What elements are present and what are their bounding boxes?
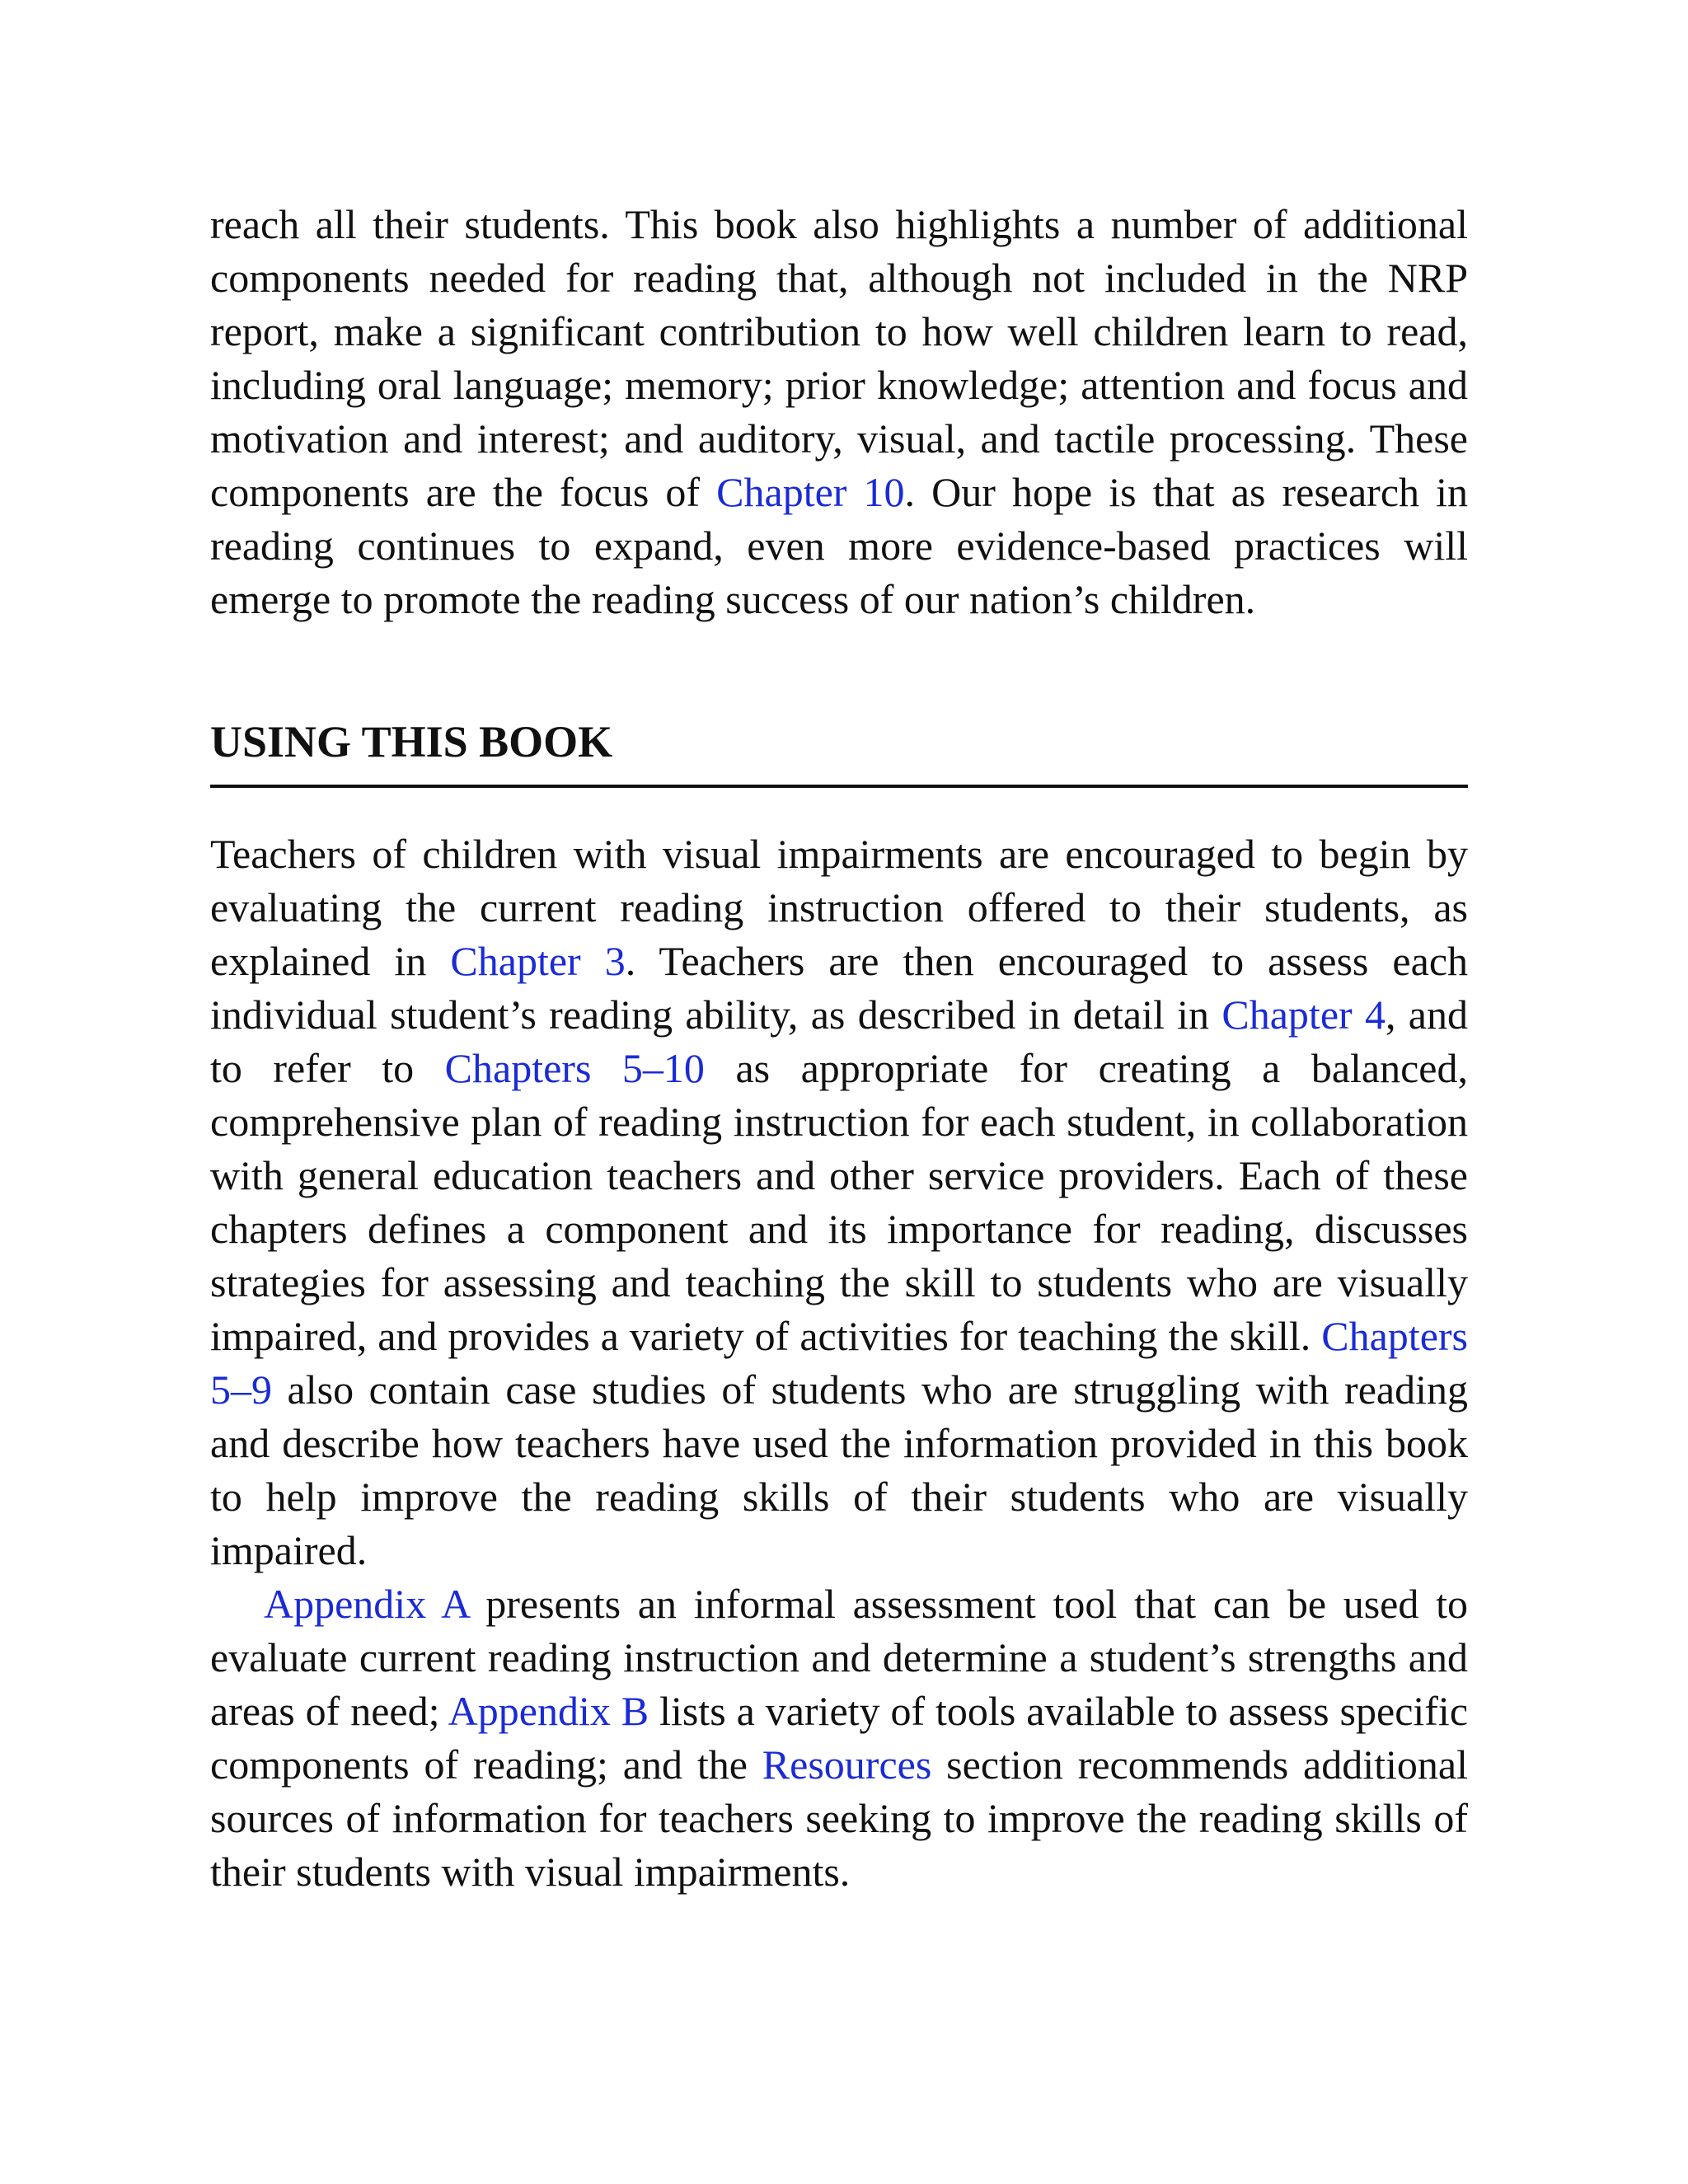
link-appendix-a[interactable]: Appendix A [264, 1581, 469, 1627]
body-paragraph-1 [210, 827, 1468, 1577]
link-resources[interactable]: Resources [762, 1741, 932, 1788]
p1-text-1: Teachers of children with visual impairments are encouraged to begin by evaluating the current reading instruction offered to their students, as explained in [210, 831, 1468, 984]
link-chapters-5-9[interactable]: Chapters 5–9 [210, 1313, 1468, 1413]
p2-text-2: lists a variety of tools available to assess specific components of reading; and the [210, 1688, 1469, 1788]
intro-paragraph [210, 198, 1468, 626]
p1-text-4: as appropriate for creating a balanced, comprehensive plan of reading instruction for each student, in collaboration with general education teachers and other service providers. Each of these chapters defines a component and its importance for reading, discusses strategies for assessing and teaching the skill to students who are visually impaired, and provides a variety of activities for teaching the skill. [210, 1045, 1468, 1359]
section-heading: USING THIS BOOK [210, 717, 613, 766]
link-appendix-b[interactable]: Appendix B [448, 1688, 649, 1734]
p1-text-2: . Teachers are then encouraged to assess each individual student’s reading ability, as described in detail in [210, 938, 1469, 1038]
link-chapter-4[interactable]: Chapter 4 [1221, 991, 1386, 1038]
link-chapter-10[interactable]: Chapter 10 [716, 469, 905, 515]
link-chapter-3[interactable]: Chapter 3 [450, 938, 626, 984]
p2-text-1: presents an informal assessment tool that can be used to evaluate current reading instruction and determine a student’s strengths and areas of need; [210, 1581, 1468, 1734]
link-chapters-5-10[interactable]: Chapters 5–10 [444, 1045, 705, 1091]
section-heading-block [210, 709, 1468, 788]
p1-text-5: also contain case studies of students who are struggling with reading and describe how teachers have used the information provided in this book to help improve the reading skills of their students who are visually impaired. [210, 1366, 1468, 1573]
body-paragraph-2 [210, 1577, 1468, 1899]
page-content [210, 198, 1468, 1899]
intro-text-2: . Our hope is that as research in reading continues to expand, even more evidence-based practices will emerge to promote the reading success of our nation’s children. [210, 469, 1469, 622]
heading-rule [210, 785, 1468, 788]
intro-text-1: reach all their students. This book also highlights a number of additional components needed for reading that, although not included in the NRP report, make a significant contribution to how well children learn to read, including oral language; memory; prior knowledge; attention and focus and motivation and interest; and auditory, visual, and tactile processing. These components are the focus of [210, 201, 1468, 515]
p1-text-3: , and to refer to [210, 991, 1468, 1091]
p2-text-3: section recommends additional sources of information for teachers seeking to improve the reading skills of their students with visual impairments. [210, 1741, 1468, 1895]
